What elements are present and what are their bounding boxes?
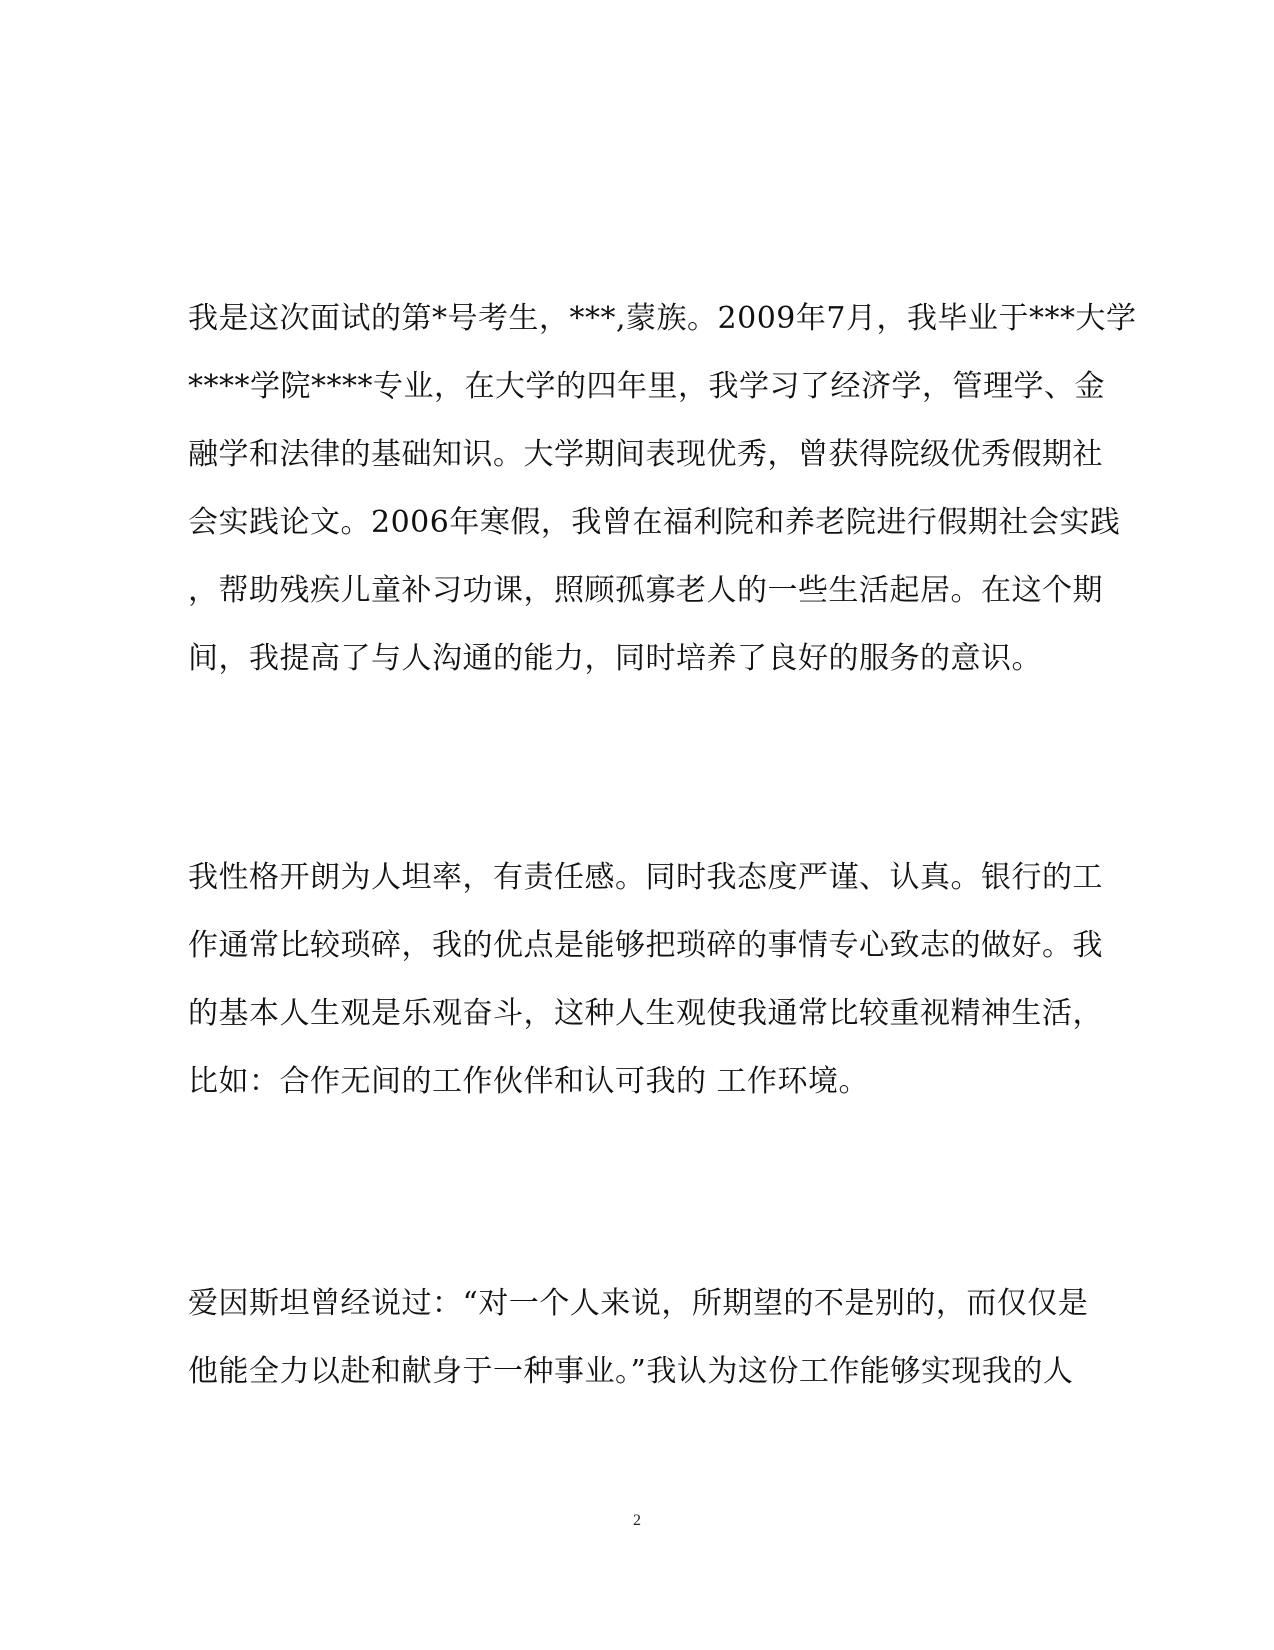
text-line: ，帮助残疾儿童补习功课，照顾孤寡老人的一些生活起居。在这个期: [188, 573, 1103, 608]
paragraph-self-introduction: [188, 285, 1137, 693]
text-line: 融学和法律的基础知识。大学期间表现优秀，曾获得院级优秀假期社: [188, 437, 1103, 472]
text-line: 间，我提高了与人沟通的能力，同时培养了良好的服务的意识。: [188, 641, 1042, 676]
text-line: 我性格开朗为人坦率，有责任感。同时我态度严谨、认真。银行的工: [188, 860, 1103, 895]
text-line: 会实践论文。2006年寒假，我曾在福利院和养老院进行假期社会实践: [188, 505, 1121, 540]
page-number: 2: [633, 1512, 641, 1529]
paragraph-einstein-quote: [188, 1270, 1088, 1406]
text-line: 爱因斯坦曾经说过：“对一个人来说，所期望的不是别的，而仅仅是: [188, 1286, 1089, 1321]
text-line: 他能全力以赴和献身于一种事业。”我认为这份工作能够实现我的人: [188, 1354, 1074, 1389]
paragraph-personality: [188, 844, 1103, 1116]
text-line: 我是这次面试的第*号考生，***,蒙族。2009年7月，我毕业于***大学: [188, 301, 1137, 336]
text-line: ****学院****专业，在大学的四年里，我学习了经济学，管理学、金: [188, 369, 1105, 404]
text-line: 比如：合作无间的工作伙伴和认可我的 工作环境。: [188, 1064, 870, 1099]
text-line: 的基本人生观是乐观奋斗，这种人生观使我通常比较重视精神生活，: [188, 996, 1103, 1031]
text-line: 作通常比较琐碎，我的优点是能够把琐碎的事情专心致志的做好。我: [188, 928, 1103, 963]
